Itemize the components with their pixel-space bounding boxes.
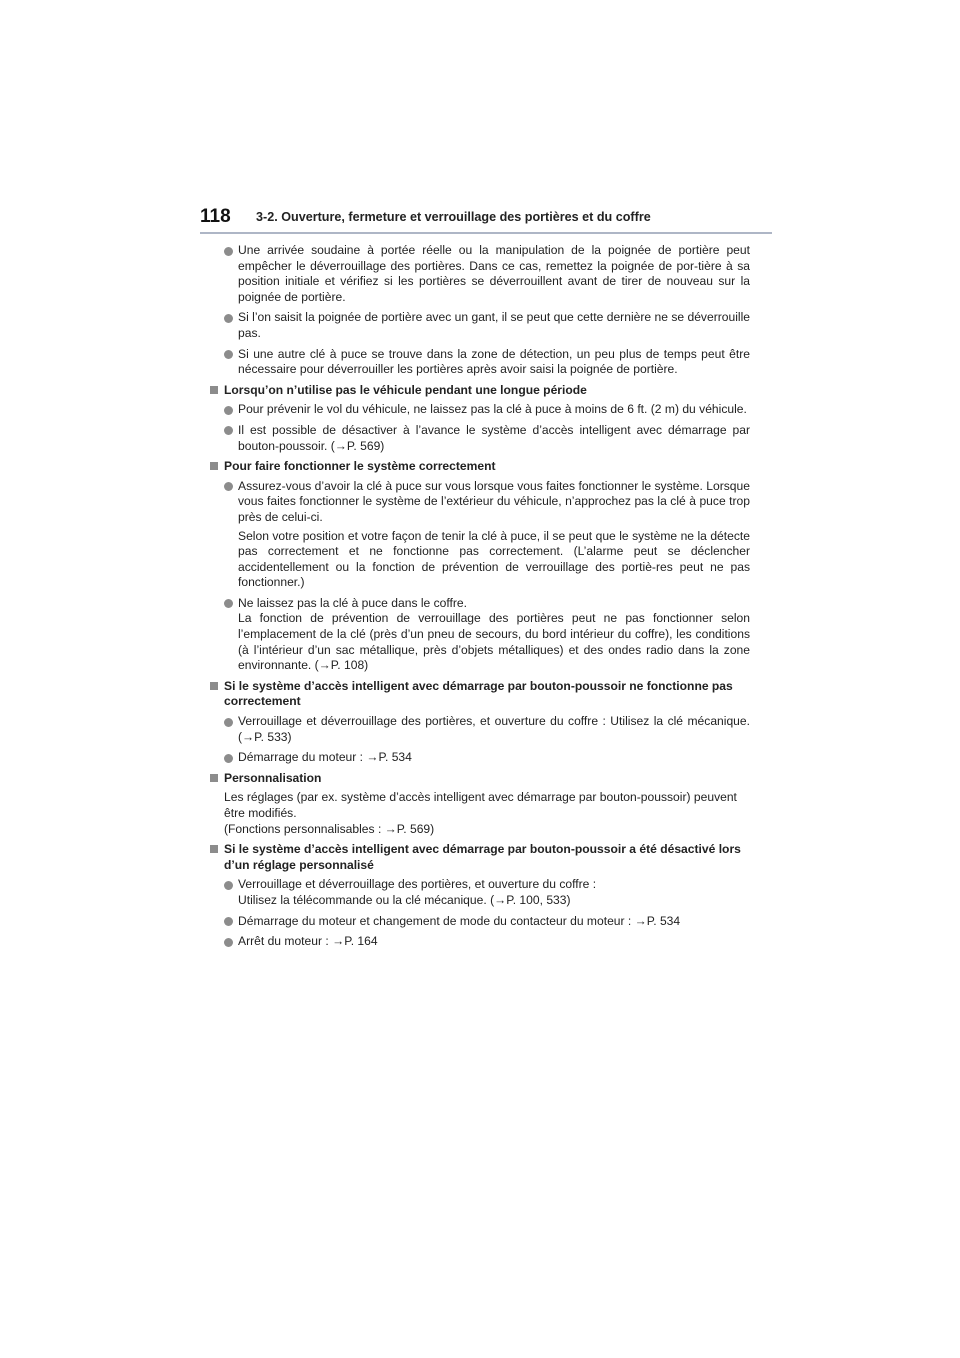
section-heading bbox=[210, 679, 750, 710]
circle-bullet-icon bbox=[224, 754, 233, 763]
body-text: Les réglages (par ex. système d’accès intelligent avec démarrage par bouton-poussoir) peuvent être modifiés. bbox=[224, 790, 737, 820]
circle-bullet-icon bbox=[224, 314, 233, 323]
bullet-text: La fonction de prévention de verrouillage des portières peut ne pas fonctionner selon l’emplacement de la clé (près d’un pneu de secours, du bord intérieur du coffre), les conditions (à l’intérieur d’un sac métallique, près d’objets métalliques) et des ondes radio dans la zone environnante. (→P. 108) bbox=[238, 611, 750, 673]
section-title: Si le système d’accès intelligent avec démarrage par bouton-poussoir a été désactivé lors d’un réglage personnalisé bbox=[224, 842, 741, 872]
bullet-text: Une arrivée soudaine à portée réelle ou la manipulation de la poignée de portière peut empêcher le déverrouillage des portières. Dans ce cas, remettez la poignée de por-tière à sa position initiale et vérifiez si les portières se déverrouillent avant de tirer de nouveau sur la poignée de portière. bbox=[238, 243, 750, 304]
bullet-item bbox=[210, 596, 750, 674]
section-title: Si le système d’accès intelligent avec démarrage par bouton-poussoir ne fonctionne pas correctement bbox=[224, 678, 733, 709]
square-bullet-icon bbox=[210, 682, 218, 690]
circle-bullet-icon bbox=[224, 718, 233, 727]
header-rule bbox=[200, 232, 772, 234]
body-text: (Fonctions personnalisables : →P. 569) bbox=[224, 821, 435, 836]
bullet-text: Verrouillage et déverrouillage des portières, et ouverture du coffre : Utilisez la clé mécanique. (→P. 533) bbox=[238, 714, 750, 744]
bullet-text: Il est possible de désactiver à l’avance le système d’accès intelligent avec démarrage par bouton-poussoir. (→P. 569) bbox=[238, 422, 750, 453]
section bbox=[210, 679, 750, 766]
bullet-text: Selon votre position et votre façon de tenir la clé à puce, il se peut que le système ne la détecte pas correctement et ne fonctionne pas correctement. (L’alarme peut se déclencher accidentellement ou la fonction de prévention de verrouillage des portiè-res peut ne pas fonctionner.) bbox=[238, 528, 750, 590]
section bbox=[210, 243, 750, 378]
circle-bullet-icon bbox=[224, 350, 233, 359]
page-content bbox=[210, 243, 750, 955]
bullet-text: Verrouillage et déverrouillage des portières, et ouverture du coffre : bbox=[238, 877, 597, 892]
section bbox=[210, 771, 750, 837]
bullet-text: Pour prévenir le vol du véhicule, ne laissez pas la clé à puce à moins de 6 ft. (2 m) du véhicule. bbox=[238, 402, 747, 417]
square-bullet-icon bbox=[210, 774, 218, 782]
square-bullet-icon bbox=[210, 845, 218, 853]
section bbox=[210, 842, 750, 950]
bullet-text: Ne laissez pas la clé à puce dans le coffre. bbox=[238, 595, 468, 610]
bullet-item bbox=[210, 423, 750, 454]
bullet-item bbox=[210, 934, 750, 950]
section-heading bbox=[210, 771, 750, 787]
page-header bbox=[200, 206, 772, 236]
bullet-item bbox=[210, 347, 750, 378]
circle-bullet-icon bbox=[224, 938, 233, 947]
section-title: Pour faire fonctionner le système correctement bbox=[224, 459, 496, 474]
bullet-text: Utilisez la télécommande ou la clé mécanique. (→P. 100, 533) bbox=[238, 892, 571, 907]
bullet-item bbox=[210, 750, 750, 766]
bullet-text: Démarrage du moteur et changement de mode du contacteur du moteur : →P. 534 bbox=[238, 913, 681, 928]
bullet-text: Si une autre clé à puce se trouve dans la zone de détection, un peu plus de temps peut être nécessaire pour déverrouiller les portières après avoir saisi la poignée de portière. bbox=[238, 346, 750, 377]
section bbox=[210, 383, 750, 454]
circle-bullet-icon bbox=[224, 406, 233, 415]
bullet-item bbox=[210, 402, 750, 418]
bullet-item bbox=[210, 714, 750, 745]
chapter-title: 3-2. Ouverture, fermeture et verrouillage des portières et du coffre bbox=[256, 210, 651, 224]
circle-bullet-icon bbox=[224, 917, 233, 926]
section-title: Personnalisation bbox=[224, 770, 322, 785]
circle-bullet-icon bbox=[224, 482, 233, 491]
section-heading bbox=[210, 383, 750, 399]
bullet-text: Si l’on saisit la poignée de portière avec un gant, il se peut que cette dernière ne se déverrouille pas. bbox=[238, 310, 750, 340]
circle-bullet-icon bbox=[224, 426, 233, 435]
bullet-item bbox=[210, 479, 750, 591]
section-title: Lorsqu’on n’utilise pas le véhicule pendant une longue période bbox=[224, 382, 587, 397]
bullet-text: Arrêt du moteur : →P. 164 bbox=[238, 934, 378, 949]
square-bullet-icon bbox=[210, 462, 218, 470]
bullet-item bbox=[210, 877, 750, 908]
bullet-item bbox=[210, 243, 750, 305]
circle-bullet-icon bbox=[224, 247, 233, 256]
page-number: 118 bbox=[200, 206, 231, 227]
section-heading bbox=[210, 842, 750, 873]
square-bullet-icon bbox=[210, 386, 218, 394]
bullet-text: Démarrage du moteur : →P. 534 bbox=[238, 750, 412, 765]
circle-bullet-icon bbox=[224, 599, 233, 608]
bullet-text: Assurez-vous d’avoir la clé à puce sur vous lorsque vous faites fonctionner le système. Lorsque vous faites fonctionner le système de l’extérieur du véhicule, n’approchez pas la clé à puce trop près de celui-ci. bbox=[238, 478, 750, 524]
circle-bullet-icon bbox=[224, 881, 233, 890]
section bbox=[210, 459, 750, 674]
section-heading bbox=[210, 459, 750, 475]
bullet-item bbox=[210, 914, 750, 930]
bullet-item bbox=[210, 310, 750, 341]
section-body bbox=[210, 790, 750, 837]
